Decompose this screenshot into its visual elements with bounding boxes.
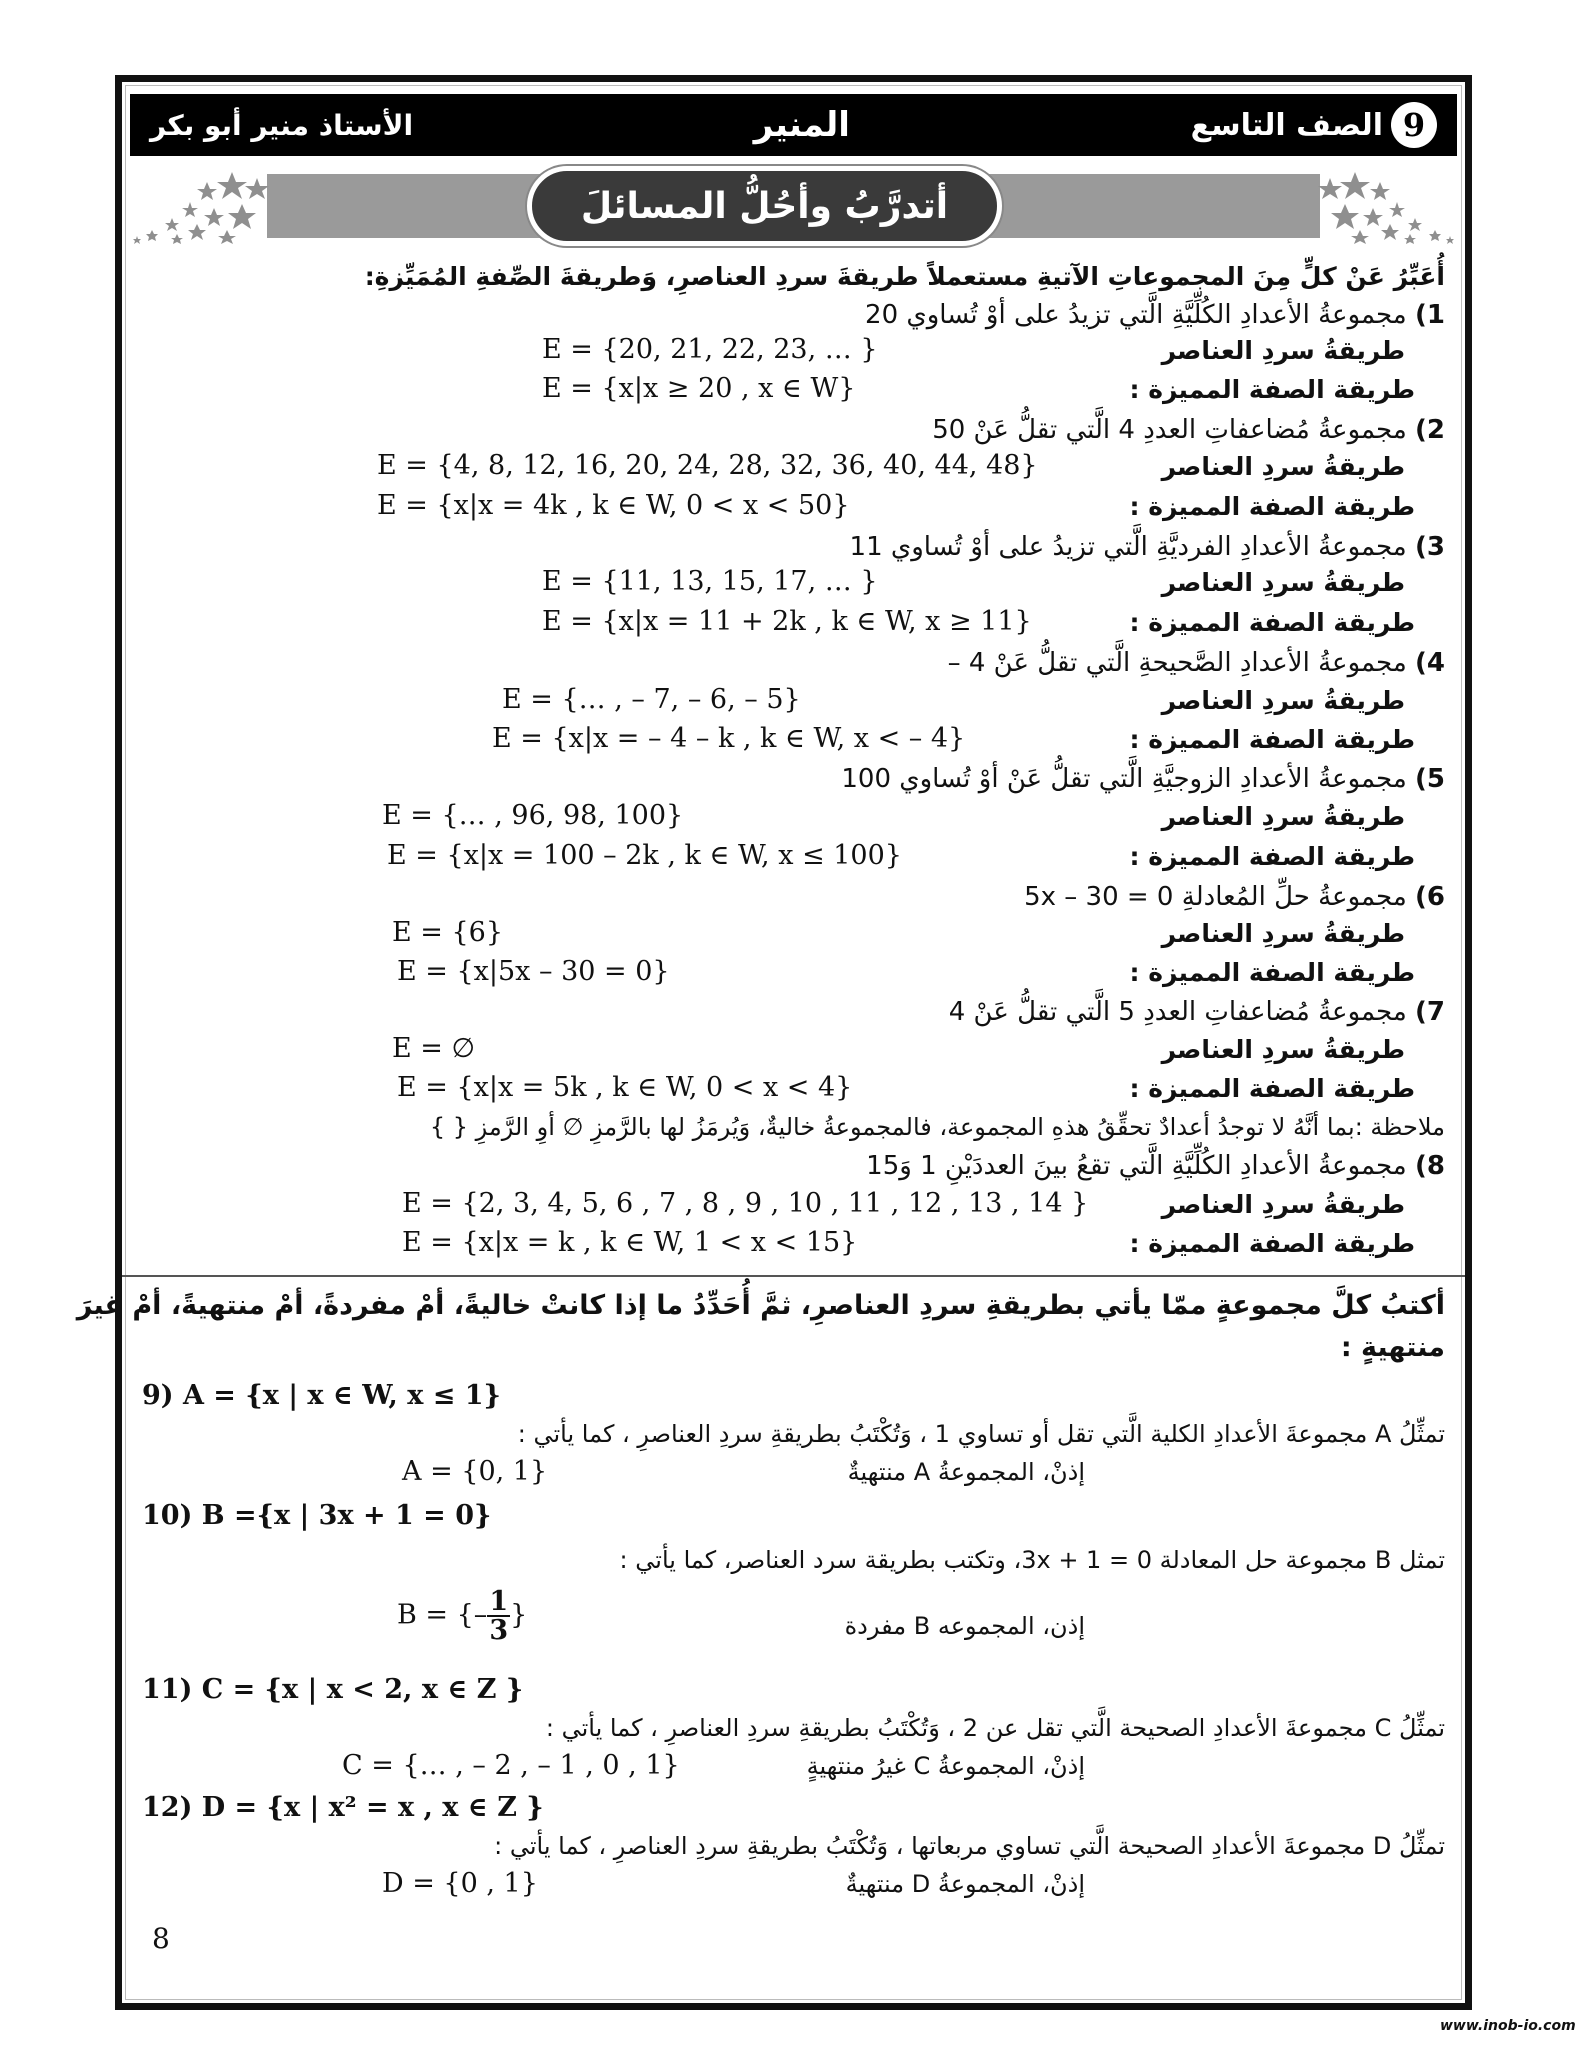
roster-answer: E = {… , 96, 98, 100} — [382, 800, 684, 831]
roster-answer: E = {2, 3, 4, 5, 6 , 7 , 8 , 9 , 10 , 11 , 12 , 13 , 14 } — [402, 1188, 1089, 1219]
builder-label: طريقة الصفة المميزة : — [1129, 608, 1415, 637]
builder-answer: E = {x|x = 5k , k ∈ W, 0 < x < 4} — [397, 1072, 853, 1103]
page-number: 8 — [152, 1922, 170, 1955]
section-banner — [122, 166, 1465, 246]
fraction-numerator: 1 — [489, 1586, 509, 1617]
exercise-10-heading: 10) B ={x | 3x + 1 = 0} — [142, 1500, 492, 1531]
grade-block — [1191, 102, 1437, 148]
roster-label: طريقةُ سردِ العناصر — [1161, 1190, 1405, 1219]
brand-title: المنير — [753, 105, 850, 145]
builder-answer: E = {x|x = 100 – 2k , k ∈ W, x ≤ 100} — [387, 840, 902, 871]
roster-label: طريقةُ سردِ العناصر — [1161, 336, 1405, 365]
exercise-11-heading: 11) C = {x | x < 2, x ∈ Z } — [142, 1674, 524, 1705]
item-number: 4) — [1415, 648, 1445, 678]
builder-answer: E = {x|x = 11 + 2k , k ∈ W, x ≥ 11} — [542, 606, 1032, 637]
exercise-item-7 — [949, 997, 1445, 1027]
item-text: مجموعةُ الأعدادِ الزوجيَّةِ الَّتي تقلُّ عَنْ أوْ تُساوي 100 — [841, 764, 1407, 794]
exercise-10-conclusion: إذن، المجموعه B مفردة — [844, 1612, 1085, 1640]
builder-label: طريقة الصفة المميزة : — [1129, 958, 1415, 987]
grade-number-badge: 9 — [1391, 102, 1437, 148]
exercise-9-conclusion: إذنْ، المجموعةُ A منتهيةٌ — [847, 1458, 1085, 1486]
item-number: 5) — [1415, 764, 1445, 794]
exercise-9-description: تمثِّلُ A مجموعةَ الأعدادِ الكلية الَّتي تقل أو تساوي 1 ، وَتُكْتَبُ بطريقةِ سردِ العناصرِ ، كما يأتي : — [517, 1420, 1445, 1448]
fraction — [487, 1588, 510, 1644]
roster-label: طريقةُ سردِ العناصر — [1161, 568, 1405, 597]
item-number: 6) — [1415, 882, 1445, 912]
roster-answer: E = {4, 8, 12, 16, 20, 24, 28, 32, 36, 40, 44, 48} — [377, 450, 1038, 481]
item-text: مجموعةُ الأعدادِ الفرديَّةِ الَّتي تزيدُ على أوْ تُساوي 11 — [849, 532, 1407, 562]
exercise-9-result: A = {0, 1} — [402, 1456, 548, 1487]
roster-label: طريقةُ سردِ العناصر — [1161, 802, 1405, 831]
roster-answer: E = {… , – 7, – 6, – 5} — [502, 684, 801, 715]
builder-answer: E = {x|x ≥ 20 , x ∈ W} — [542, 373, 856, 404]
roster-label: طريقةُ سردِ العناصر — [1161, 686, 1405, 715]
item-text: مجموعةُ الأعدادِ الكُلِّيَّةِ الَّتي تزيدُ على أوْ تُساوي 20 — [865, 300, 1407, 330]
result-prefix: B = {– — [397, 1599, 488, 1631]
section-1-instruction: أُعَبِّرُ عَنْ كلٍّ مِنَ المجموعاتِ الآتيةِ مستعملاً طريقةَ سردِ العناصرِ، وَطريقةَ الصِّفةِ المُمَيِّزةِ: — [364, 262, 1445, 291]
stars-decoration-left-icon — [132, 168, 272, 244]
exercise-item-5 — [841, 764, 1445, 794]
exercise-12-heading: 12) D = {x | x² = x , x ∈ Z } — [142, 1792, 544, 1823]
exercise-12-result: D = {0 , 1} — [382, 1868, 538, 1899]
site-watermark: www.inob-io.com — [1440, 2018, 1576, 2034]
empty-set-note: ملاحظة :بما أنَّهُ لا توجدُ أعدادٌ تحقِّقُ هذهِ المجموعة، فالمجموعةُ خاليةٌ، وَيُرمَزُ لها بالرَّمزِ ∅ أوِ الرَّمزِ { } — [429, 1113, 1445, 1141]
item-number: 2) — [1415, 415, 1445, 445]
item-number: 1) — [1415, 300, 1445, 330]
page-frame — [76, 75, 1472, 2010]
banner-title-pill: أتدرَّبُ وأحُلُّ المسائلَ — [527, 166, 1002, 246]
roster-answer: E = {6} — [392, 917, 504, 948]
builder-label: طريقة الصفة المميزة : — [1129, 492, 1415, 521]
stars-decoration-right-icon — [1315, 168, 1455, 244]
item-text: مجموعةُ الأعدادِ الكُلِّيَّةِ الَّتي تقعُ بينَ العددَيْنِ 1 وَ15 — [866, 1151, 1407, 1181]
builder-label: طريقة الصفة المميزة : — [1129, 1074, 1415, 1103]
item-text: مجموعةُ مُضاعفاتِ العددِ 5 الَّتي تقلُّ عَنْ 4 — [948, 997, 1407, 1027]
item-text: مجموعةُ الأعدادِ الصَّحيحةِ الَّتي تقلُّ عَنْ 4 – — [947, 648, 1407, 678]
builder-label: طريقة الصفة المميزة : — [1129, 1229, 1415, 1258]
builder-label: طريقة الصفة المميزة : — [1129, 842, 1415, 871]
builder-label: طريقة الصفة المميزة : — [1129, 375, 1415, 404]
roster-answer: E = {20, 21, 22, 23, … } — [542, 334, 878, 365]
builder-answer: E = {x|x = – 4 – k , k ∈ W, x < – 4} — [492, 723, 966, 754]
exercise-10-result — [397, 1588, 527, 1644]
item-number: 8) — [1415, 1151, 1445, 1181]
exercise-10-description: تمثل B مجموعة حل المعادلة 3x + 1 = 0، وتكتب بطريقة سرد العناصر، كما يأتي : — [619, 1546, 1445, 1574]
roster-label: طريقةُ سردِ العناصر — [1161, 1035, 1405, 1064]
builder-answer: E = {x|5x – 30 = 0} — [397, 956, 670, 987]
roster-label: طريقةُ سردِ العناصر — [1161, 452, 1405, 481]
page-header — [130, 94, 1457, 156]
exercise-item-4 — [948, 648, 1445, 678]
exercise-12-description: تمثِّلُ D مجموعةَ الأعدادِ الصحيحة الَّتي تساوي مربعاتها ، وَتُكْتَبُ بطريقةِ سردِ العناصرِ ، كما يأتي : — [494, 1832, 1445, 1860]
builder-label: طريقة الصفة المميزة : — [1129, 725, 1415, 754]
item-number: 3) — [1415, 532, 1445, 562]
item-text: مجموعةُ مُضاعفاتِ العددِ 4 الَّتي تقلُّ عَنْ 50 — [932, 415, 1407, 445]
builder-answer: E = {x|x = 4k , k ∈ W, 0 < x < 50} — [377, 490, 850, 521]
item-text: مجموعةُ حلِّ المُعادلةِ 5x – 30 = 0 — [1024, 882, 1407, 912]
item-number: 7) — [1415, 997, 1445, 1027]
exercise-12-conclusion: إذنْ، المجموعةُ D منتهيةٌ — [845, 1870, 1085, 1898]
exercise-11-result: C = {… , – 2 , – 1 , 0 , 1} — [342, 1750, 680, 1781]
exercise-item-1 — [865, 300, 1445, 330]
section-2-instruction-line-2: منتهيةٍ : — [1340, 1332, 1445, 1363]
roster-answer: E = {11, 13, 15, 17, … } — [542, 566, 878, 597]
exercise-11-description: تمثِّلُ C مجموعةَ الأعدادِ الصحيحة الَّتي تقل عن 2 ، وَتُكْتَبُ بطريقةِ سردِ العناصرِ ، كما يأتي : — [545, 1714, 1445, 1742]
builder-answer: E = {x|x = k , k ∈ W, 1 < x < 15} — [402, 1227, 858, 1258]
exercise-11-conclusion: إذنْ، المجموعةُ C غيرُ منتهيةٍ — [806, 1752, 1085, 1780]
fraction-denominator: 3 — [489, 1615, 509, 1646]
section-divider — [122, 1275, 1465, 1277]
exercise-item-3 — [850, 532, 1445, 562]
exercise-item-8 — [866, 1151, 1445, 1181]
roster-answer: E = ∅ — [392, 1033, 476, 1064]
section-2-instruction-line-1: أكتبُ كلَّ مجموعةٍ ممّا يأتي بطريقةِ سردِ العناصرِ، ثمَّ أُحَدِّدُ ما إذا كانتْ خاليةً، أمْ مفردةً، أمْ منتهيةً، أمْ غيرَ — [76, 1290, 1445, 1321]
roster-label: طريقةُ سردِ العناصر — [1161, 919, 1405, 948]
teacher-name: الأستاذ منير أبو بكر — [150, 108, 414, 142]
exercise-9-heading: 9) A = {x | x ∈ W, x ≤ 1} — [142, 1380, 501, 1411]
exercise-item-2 — [932, 415, 1445, 445]
result-suffix: } — [510, 1599, 528, 1631]
exercise-item-6 — [1024, 882, 1445, 912]
grade-label: الصف التاسع — [1190, 107, 1383, 143]
